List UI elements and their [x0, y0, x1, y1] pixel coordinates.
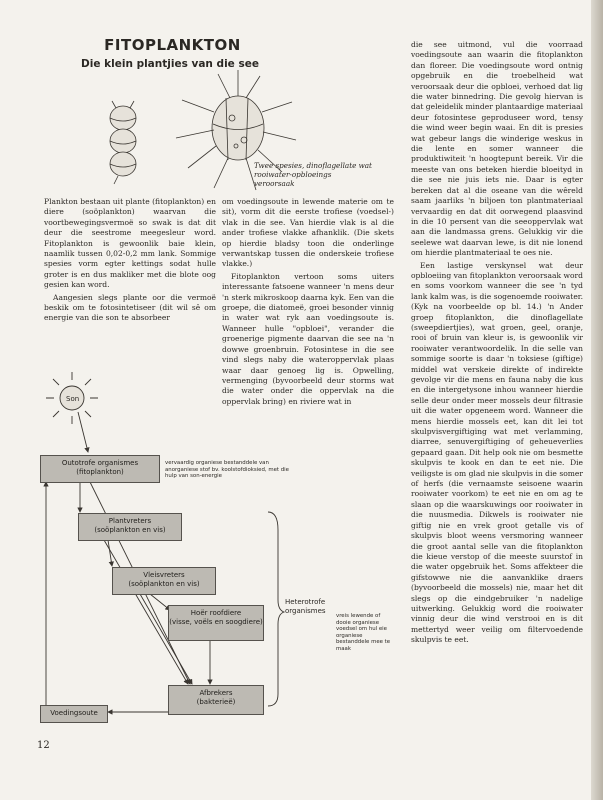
paragraph: Aangesien slegs plante oor die vermoë beskik om te fotosintetiseer (dit wil sê om energie van die son te absorbeer — [44, 292, 216, 323]
heterotrophs-note: vreis lewende of dooie organiese voedsel om hul eie organiese bestanddele mee te maak — [336, 613, 391, 652]
autotrophs-note: vervaardig organiese bestanddele van anorganiese stof bv. koolstofdioksied, met die hulp van son-energie — [165, 460, 289, 480]
sun-arrow — [78, 412, 88, 452]
sun-label: Son — [66, 395, 80, 403]
paragraph: Een lastige verskynsel wat deur opbloeiing van fitoplankton veroorsaak word en soms voorkom wanneer die see 'n tyd lank kalm was, is die sogenoemde rooiwater. (Kyk na voorbeelde op bl. 14.) 'n Ander groep fitoplankton, die dinoflagellate (sweepdiertjies), wat groen, geel, oranje, rooi of bruin van kleur is, is gewoonlik vir rooiwater verantwoordelik. In die selle van sommige soorte is daar 'n toksiese (giftige) middel wat verskeie direkte of indirekte gevolge vir die mens en fauna naby die kus en die intergetysone inhou wanneer hierdie selle deur onder meer mossels deur filtrasie uit die water opgeneem word. Wanneer die mens hierdie mossels eet, kan dit lei tot skulpvisvergiftiging wat met verlamming, diarree, senuvergiftiging of geheueverlies gepaard gaan. Dit help ook nie om besmette skulpvis te kook en dan te eet nie. Die veiligste is om glad nie skulpvis in die somer of herfs (die vernaamste seisoene waarin rooiwater voorkom) te eet nie en om ag te slaan op die waarskuwings oor rooiwater in die nuusmedia. Dikwels is rooiwater nie giftig nie en vrek groot getalle vis of skulpvis bloot weens versmoring wanneer die groot aantal selle van die fitoplankton die kieue verstop of die meeste suurstof in die water opgebruik het. Soms affekteer die gifstowwe nie die aanvanklike draers (byvoorbeeld die mossels) nie, maar het dit slegs op die eindgebruiker 'n nadelige uitwerking. Gelukkig word die rooiwater vinnig deur die wind verstrooi en is dit mettertyd weer veilig om filtervoedende skulpvis te eet. — [411, 260, 583, 645]
arrow-carn-top — [150, 594, 170, 610]
decomposers-box: Afbrekers (bakterieë) — [168, 685, 264, 715]
page-subtitle: Die klein plantjies van die see — [81, 58, 259, 70]
carnivores-box: Vleisvreters (soöplankton en vis) — [112, 567, 216, 595]
autotrophs-box: Outotrofe organismes (fitoplankton) — [40, 455, 160, 483]
paragraph: Plankton bestaan uit plante (fitoplankton) en diere (soöplankton) waarvan die voortbewegingsvermoë so swak is dat dit deur die seestrome meegesleur word. Fitoplankton is gewoonlik baie klein, naamlik tussen 0,02-0,2 mm lank. Sommige spesies vorm egter kettings sodat hulle groter is en dus makliker met die blote oog gesien kan word. — [44, 197, 216, 290]
figure-caption: Twee spesies, dinoflagellate wat rooiwater-opbloeings veroorsaak — [254, 161, 372, 188]
paragraph: om voedingsoute in lewende materie om te sit), vorm dit die eerste trofiese (voedsel-) vlak in die see. Van hierdie vlak is al die ander trofiese vlakke afhanklik. (Die skets op hierdie bladsy toon die onderlinge verwantskap tussen die onderskeie trofiese vlakke.) — [222, 197, 394, 269]
heterotrophs-label: Heterotrofe organismes — [285, 598, 326, 615]
nutrients-box: Voedingsoute — [40, 705, 108, 723]
paragraph: die see uitmond, vul die voorraad voedingsoute aan waarin die fitoplankton dan floreer. Die voedingsoute word ontnig opgebruik en die troebelheid wat veroorsaak deur die opbloei, verhoed dat lig die water binnedring. Die gevolg hiervan is dat geleidelik minder plantaardige materiaal deur fotosintese geproduseer word, tensy die wind weer begin waai. En dit is presies wat gebeur langs die winderige weskus in die lente en somer wanneer die produktiwiteit 'n hoogtepunt bereik. Vir die meeste van ons beteken hierdie bloeityd in die see nie juis iets nie. Daar is egter bereken dat al die oseane van die wêreld saam jaarliks 'n biljoen ton plantmateriaal vervaardig en dat dit oorwegend plaasvind in die 10 persent van die seeoppervlak wat aan die landmassa grens. Gelukkig vir die seelewe wat daarvan lewe, is dit nie lonend om hierdie plantmateriaal te oes nie. — [411, 40, 583, 258]
page-number: 12 — [37, 740, 50, 751]
top-predators-box: Hoër roofdiere (visse, voëls en soogdiere) — [168, 605, 264, 641]
page-title: FITOPLANKTON — [104, 36, 241, 54]
paragraph: Fitoplankton vertoon soms uiters interessante fatsoene wanneer 'n mens deur 'n sterk mikroskoop daarna kyk. Een van die groepe, die diatomeë, groei besonder vinnig in water wat ryk aan voedingsoute is. Wanneer hulle "opbloei", verander die groenerige pigmente daarvan die see na 'n dowwe groenbruin. Fotosintese in die see vind slegs naby die wateroppervlak plaas waar daar genoeg lig is. Opwelling, vermenging (byvoorbeeld deur storms wat die water onder die oppervlak na die oppervlak bring) en riviere wat in — [222, 271, 394, 406]
heterotroph-brace — [268, 512, 284, 706]
herbivores-box: Plantvreters (soöplankton en vis) — [78, 513, 182, 541]
